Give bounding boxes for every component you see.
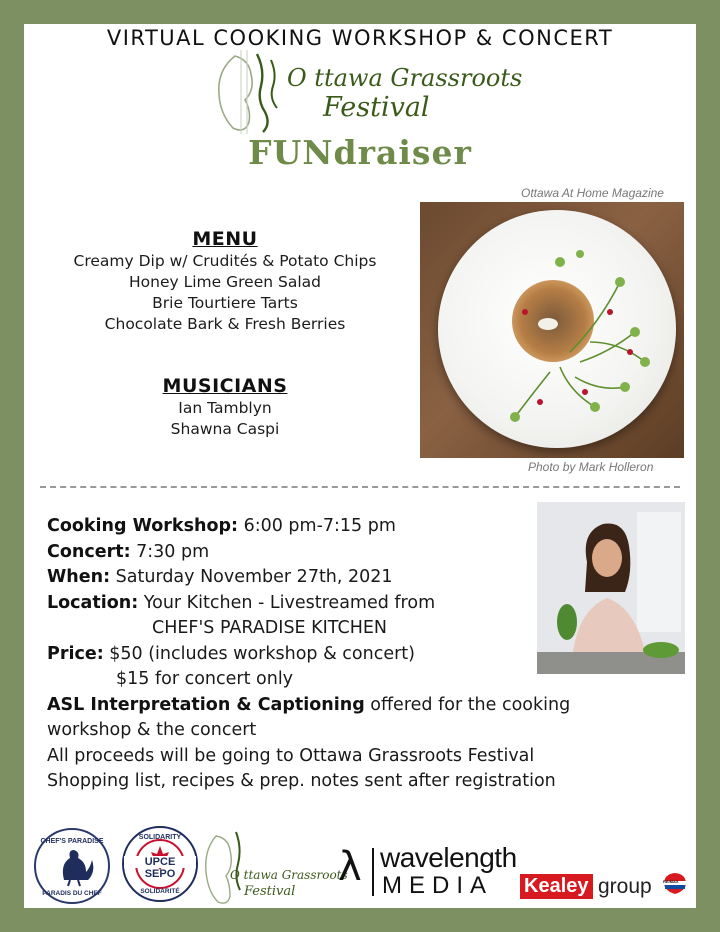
price-value: $50 (includes workshop & concert) bbox=[103, 643, 415, 664]
price-value-2: $15 for concert only bbox=[116, 669, 294, 689]
wavelength-bottom: MEDIA bbox=[382, 872, 494, 899]
wavelength-top: wavelength bbox=[380, 842, 517, 873]
proceeds-text: All proceeds will be going to Ottawa Grassroots Festival bbox=[47, 745, 535, 766]
menu-section bbox=[30, 228, 420, 335]
location-value-2: CHEF'S PARADISE KITCHEN bbox=[152, 618, 388, 638]
wavelength-media-logo bbox=[338, 844, 518, 904]
chefs-paradise-top: CHEF'S PARADISE bbox=[40, 838, 104, 845]
musicians-title: MUSICIANS bbox=[162, 375, 288, 397]
kealey-group-text: group bbox=[598, 875, 652, 898]
concert-label: Concert: bbox=[47, 541, 131, 562]
menu-title: MENU bbox=[192, 228, 258, 250]
asl-row bbox=[47, 693, 687, 719]
location-value: Your Kitchen - Livestreamed from bbox=[138, 592, 436, 613]
price-label: Price: bbox=[47, 643, 104, 664]
menu-item: Chocolate Bark & Fresh Berries bbox=[104, 315, 346, 333]
price-row bbox=[47, 642, 687, 668]
ogf-footer-line2: Festival bbox=[244, 884, 296, 899]
musician-name: Ian Tamblyn bbox=[178, 399, 272, 417]
festival-logo bbox=[205, 50, 523, 134]
asl-value-2: workshop & the concert bbox=[47, 720, 257, 740]
chefs-paradise-bottom: PARADIS DU CHEF bbox=[42, 890, 102, 897]
remax-text: RE/MAX bbox=[663, 879, 679, 884]
remax-balloon-icon bbox=[662, 872, 688, 898]
menu-item: Honey Lime Green Salad bbox=[129, 273, 321, 291]
ogf-footer-logo bbox=[200, 826, 348, 910]
when-label: When: bbox=[47, 567, 111, 587]
upce-mid2: SEPO bbox=[144, 868, 176, 880]
location-row bbox=[47, 591, 687, 617]
lambda-icon: λ bbox=[338, 844, 362, 890]
menu-item: Brie Tourtiere Tarts bbox=[152, 294, 298, 312]
musician-name: Shawna Caspi bbox=[170, 420, 280, 438]
logo-line2: Festival bbox=[323, 92, 430, 123]
workshop-row bbox=[47, 514, 687, 540]
chefs-paradise-logo bbox=[34, 828, 110, 904]
workshop-value: 6:00 pm-7:15 pm bbox=[238, 516, 396, 536]
guitar-logo-icon bbox=[205, 50, 295, 134]
magazine-credit: Ottawa At Home Magazine bbox=[521, 186, 664, 200]
upce-top: SOLIDARITY bbox=[138, 834, 182, 841]
concert-row bbox=[47, 540, 687, 566]
food-photo bbox=[420, 202, 684, 458]
microgreens-image bbox=[420, 202, 684, 458]
photo-credit: Photo by Mark Holleron bbox=[528, 460, 654, 474]
upce-mid1: UPCE bbox=[124, 856, 196, 868]
musicians-section bbox=[30, 375, 420, 440]
menu-item: Creamy Dip w/ Crudités & Potato Chips bbox=[73, 252, 377, 270]
when-value: Saturday November 27th, 2021 bbox=[110, 567, 393, 587]
wavelength-divider bbox=[372, 848, 374, 896]
kealey-group-logo bbox=[520, 870, 700, 904]
ogf-footer-line1: O ttawa Grassroots bbox=[230, 868, 348, 882]
when-row bbox=[47, 565, 687, 591]
event-details bbox=[47, 514, 687, 795]
upce-bottom: SOLIDARITÉ bbox=[140, 888, 180, 895]
event-heading: VIRTUAL COOKING WORKSHOP & CONCERT bbox=[106, 26, 614, 50]
location-label: Location: bbox=[47, 592, 139, 613]
fundraiser-title: FUNdraiser bbox=[248, 133, 472, 172]
asl-label: ASL Interpretation & Captioning bbox=[47, 694, 365, 715]
sponsor-logos bbox=[0, 822, 720, 912]
upce-sepo-logo bbox=[122, 826, 198, 902]
dashed-divider bbox=[40, 486, 680, 488]
kealey-brand: Kealey bbox=[520, 874, 593, 899]
concert-value: 7:30 pm bbox=[130, 541, 210, 562]
workshop-label: Cooking Workshop: bbox=[47, 516, 238, 536]
asl-value: offered for the cooking bbox=[364, 694, 571, 715]
shopping-text: Shopping list, recipes & prep. notes sent after registration bbox=[47, 771, 556, 791]
logo-line1: O ttawa Grassroots bbox=[287, 64, 523, 92]
